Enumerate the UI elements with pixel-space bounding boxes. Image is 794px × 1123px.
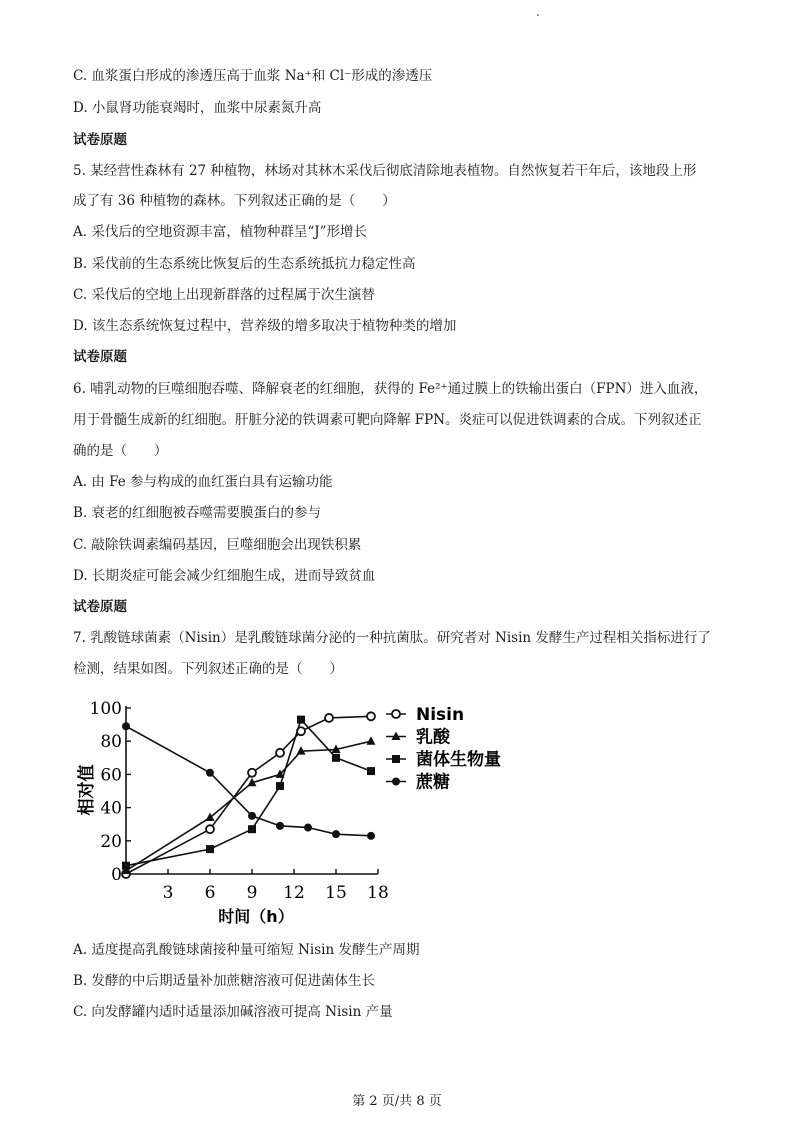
y-tick-label: 0	[111, 865, 122, 885]
x-tick-label: 3	[162, 883, 174, 903]
y-tick-label: 20	[100, 831, 122, 852]
q6-stem-line-2: 用于骨髓生成新的红细胞。肝脏分泌的铁调素可靶向降解 FPN。炎症可以促进铁调素的合成。下列叙述正	[73, 412, 702, 428]
x-axis-label: 时间（h）	[218, 907, 294, 926]
y-tick-label: 100	[89, 699, 122, 719]
series-line	[126, 716, 371, 874]
q6-stem-line-1: 6. 哺乳动物的巨噬细胞吞噬、降解衰老的红细胞，获得的 Fe²⁺通过膜上的铁输出蛋白（FPN）进入血液，	[73, 381, 708, 397]
section-heading: 试卷原题	[73, 599, 127, 615]
data-point	[248, 812, 256, 820]
section-heading: 试卷原题	[73, 349, 127, 365]
data-point	[276, 782, 284, 790]
data-point	[248, 769, 256, 777]
q6-option-b: B. 衰老的红细胞被吞噬需要膜蛋白的参与	[73, 505, 322, 521]
data-point	[332, 830, 340, 838]
q7-option-a: A. 适度提高乳酸链球菌接种量可缩短 Nisin 发酵生产周期	[73, 942, 420, 958]
data-point	[206, 825, 214, 833]
data-point	[122, 862, 130, 870]
x-tick-label: 6	[204, 883, 216, 903]
series-open-circle	[122, 712, 375, 878]
series-filled-circle	[122, 722, 375, 840]
q6-option-a: A. 由 Fe 参与构成的血红蛋白具有运输功能	[73, 474, 333, 490]
data-point	[206, 769, 214, 777]
q7-option-b: B. 发酵的中后期适量补加蔗糖溶液可促进菌体生长	[73, 973, 376, 989]
legend	[386, 705, 501, 793]
y-tick-label: 80	[100, 732, 122, 753]
data-point	[304, 824, 312, 832]
data-point	[248, 825, 256, 833]
x-tick-label: 15	[325, 883, 347, 903]
x-tick-label: 12	[283, 883, 305, 903]
series-line	[126, 720, 371, 866]
q5-option-c: C. 采伐后的空地上出现新群落的过程属于次生演替	[73, 287, 375, 303]
data-point	[367, 712, 375, 720]
data-series	[122, 712, 376, 878]
legend-marker	[392, 755, 400, 763]
data-point	[276, 749, 284, 757]
q5-option-d: D. 该生态系统恢复过程中，营养级的增多取决于植物种类的增加	[73, 318, 457, 334]
legend-label: 菌体生物量	[416, 750, 501, 770]
legend-marker	[392, 710, 400, 718]
q7-stem-line-2: 检测，结果如图。下列叙述正确的是（ ）	[73, 661, 343, 677]
data-point	[297, 716, 305, 724]
y-axis-label: 相对值	[77, 764, 97, 816]
q4-option-d: D. 小鼠肾功能衰竭时，血浆中尿素氮升高	[73, 100, 322, 116]
data-point	[122, 722, 130, 730]
q5-stem-line-2: 成了有 36 种植物的森林。下列叙述正确的是（ ）	[73, 193, 396, 209]
data-point	[367, 832, 375, 840]
legend-label: 乳酸	[416, 727, 450, 748]
q6-option-d: D. 长期炎症可能会减少红细胞生成，进而导致贫血	[73, 568, 376, 584]
q6-stem-line-3: 确的是（ ）	[73, 443, 168, 459]
data-point	[367, 767, 375, 775]
q4-option-c: C. 血浆蛋白形成的渗透压高于血浆 Na⁺和 Cl⁻形成的渗透压	[73, 68, 433, 84]
series-line	[126, 726, 371, 836]
data-point	[325, 714, 333, 722]
q7-option-c: C. 向发酵罐内适时适量添加碱溶液可提高 Nisin 产量	[73, 1004, 393, 1020]
legend-label: Nisin	[416, 705, 465, 725]
legend-marker	[392, 778, 400, 786]
data-point	[276, 822, 284, 830]
q5-option-b: B. 采伐前的生态系统比恢复后的生态系统抵抗力稳定性高	[73, 256, 416, 272]
nisin-fermentation-chart	[70, 694, 530, 932]
q7-stem-line-1: 7. 乳酸链球菌素（Nisin）是乳酸链球菌分泌的一种抗菌肽。研究者对 Nisin 发酵生产过程相关指标进行了	[73, 630, 711, 646]
data-point	[206, 813, 215, 822]
q5-option-a: A. 采伐后的空地资源丰富，植物种群呈“J”形增长	[73, 224, 368, 240]
y-tick-label: 60	[100, 765, 122, 786]
legend-label: 蔗糖	[416, 772, 450, 793]
q6-option-c: C. 敲除铁调素编码基因，巨噬细胞会出现铁积累	[73, 537, 362, 553]
data-point	[206, 845, 214, 853]
page-footer: 第 2 页/共 8 页	[352, 1094, 442, 1109]
x-tick-label: 9	[246, 883, 258, 903]
q5-stem-line-1: 5. 某经营性森林有 27 种植物，林场对其林木采伐后彻底清除地表植物。自然恢复若干年后，该地段上形	[73, 163, 697, 179]
data-point	[367, 736, 376, 745]
section-heading: 试卷原题	[73, 132, 127, 148]
series-square	[122, 716, 375, 870]
scan-speck	[537, 14, 539, 16]
data-point	[332, 754, 340, 762]
y-tick-label: 40	[100, 798, 122, 819]
x-tick-label: 18	[367, 883, 389, 903]
